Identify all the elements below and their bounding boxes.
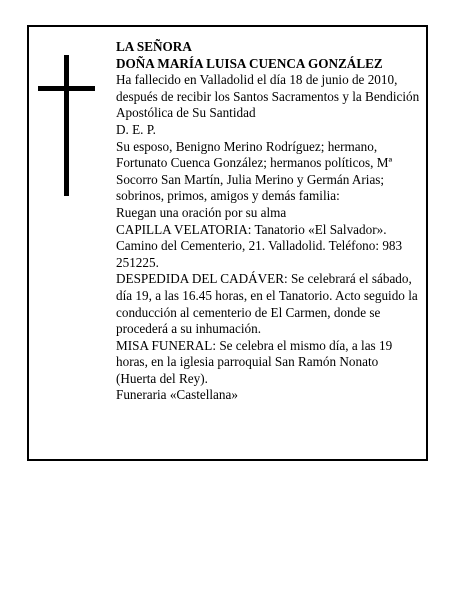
deceased-name: DOÑA MARÍA LUISA CUENCA GONZÁLEZ (116, 55, 383, 71)
farewell-info: DESPEDIDA DEL CADÁVER: Se celebrará el sábado, día 19, a las 16.45 horas, en el Tanatorio. Acto seguido la conducción al cementerio de El Carmen, donde se procederá a su inhumación. (116, 271, 418, 337)
death-statement: Ha fallecido en Valladolid el día 18 de junio de 2010, después de recibir los Santos Sacramentos y la Bendición Apostólica de Su Santidad (116, 72, 420, 121)
cross-icon (64, 55, 69, 196)
family-list: Su esposo, Benigno Merino Rodríguez; hermano, Fortunato Cuenca González; hermanos políticos, Mª Socorro San Martín, Julia Merino y Germán Arias; sobrinos, primos, amigos y demás familia: (116, 138, 393, 204)
chapel-info: CAPILLA VELATORIA: Tanatorio «El Salvador». Camino del Cementerio, 21. Valladolid. Teléfono: 983 251225. (116, 221, 403, 270)
funeral-home: Funeraria «Castellana» (116, 387, 238, 403)
cross-icon-crossbar (38, 86, 95, 91)
obituary-text (116, 39, 421, 404)
prayer-request: Ruegan una oración por su alma (116, 204, 287, 220)
rip-line: D. E. P. (116, 121, 156, 137)
funeral-mass-info: MISA FUNERAL: Se celebra el mismo día, a las 19 horas, en la iglesia parroquial San Ramón Nonato (Huerta del Rey). (116, 337, 393, 386)
notice-title: LA SEÑORA (116, 39, 192, 54)
